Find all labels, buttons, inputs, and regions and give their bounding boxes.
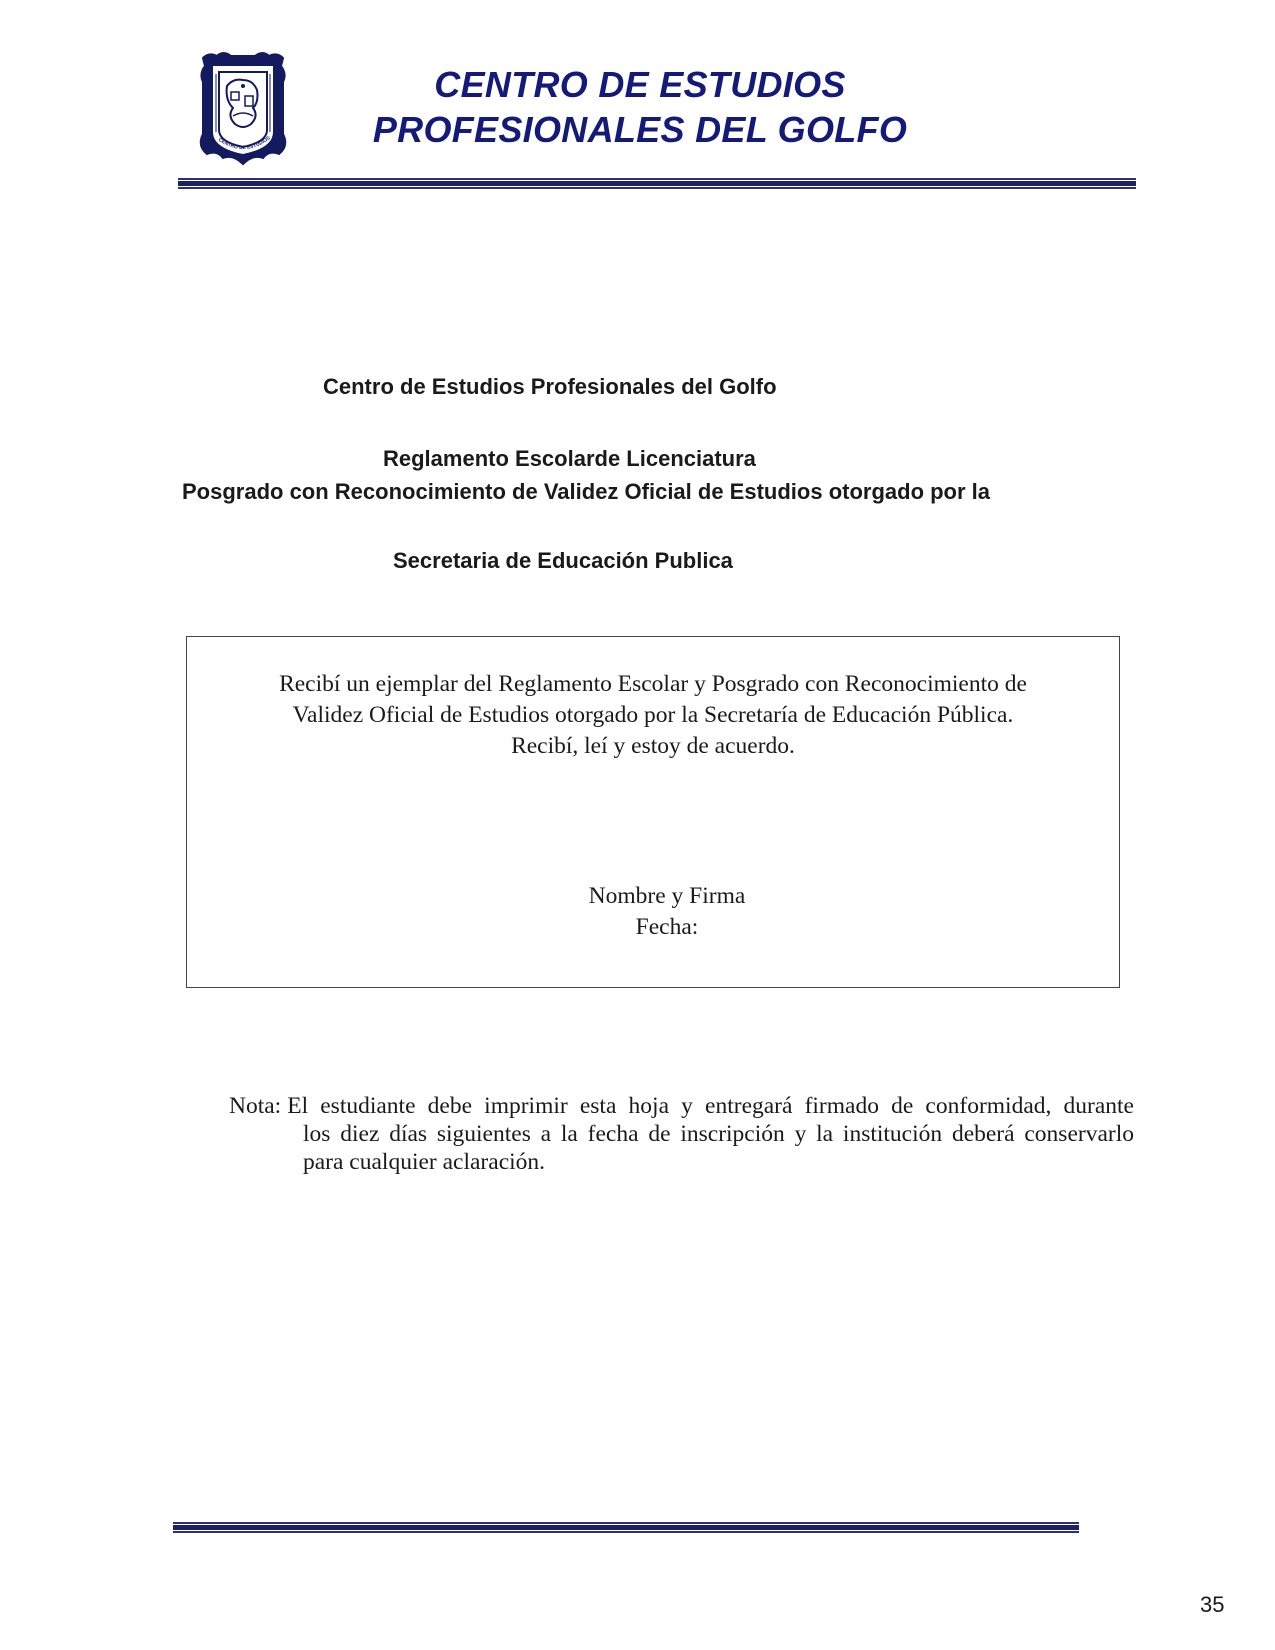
regulation-heading: Reglamento Escolarde Licenciatura	[383, 446, 756, 471]
note-line2: los diez días siguientes a la fecha de inscripción y la institución deberá conservarlo	[303, 1121, 1134, 1147]
svg-text:CENTRO DE ESTUDIOS PROFESIONAL: CENTRO DE ESTUDIOS	[217, 135, 272, 152]
header-title-line1: CENTRO DE ESTUDIOS	[434, 64, 846, 105]
header-title	[330, 62, 950, 152]
acknowledgment-text	[187, 669, 1119, 762]
note-label: Nota:	[229, 1093, 282, 1119]
secretaria-heading: Secretaria de Educación Publica	[393, 548, 733, 573]
acknowledgment-line1: Recibí un ejemplar del Reglamento Escolar y Posgrado con Reconocimiento de	[279, 671, 1027, 697]
note-line3: para cualquier aclaración.	[303, 1149, 546, 1175]
acknowledgment-line2: Validez Oficial de Estudios otorgado por la Secretaría de Educación Pública.	[292, 702, 1014, 728]
date-label: Fecha:	[635, 914, 699, 940]
page-number: 35	[1200, 1592, 1225, 1617]
institution-logo	[193, 50, 293, 168]
acknowledgment-line3: Recibí, leí y estoy de acuerdo.	[511, 733, 795, 759]
note-line1: El estudiante debe imprimir esta hoja y entregará firmado de conformidad, durante	[287, 1093, 1134, 1119]
posgrado-heading: Posgrado con Reconocimiento de Validez Oficial de Estudios otorgado por la	[182, 479, 991, 504]
header-title-line2: PROFESIONALES DEL GOLFO	[372, 109, 908, 150]
footer-divider	[173, 1522, 1079, 1532]
note-paragraph	[229, 1092, 1134, 1176]
acknowledgment-box	[186, 636, 1120, 988]
name-signature-label: Nombre y Firma	[588, 883, 746, 909]
signature-block	[187, 881, 1119, 943]
institution-heading: Centro de Estudios Profesionales del Golfo	[323, 374, 777, 399]
header-divider	[178, 178, 1136, 188]
